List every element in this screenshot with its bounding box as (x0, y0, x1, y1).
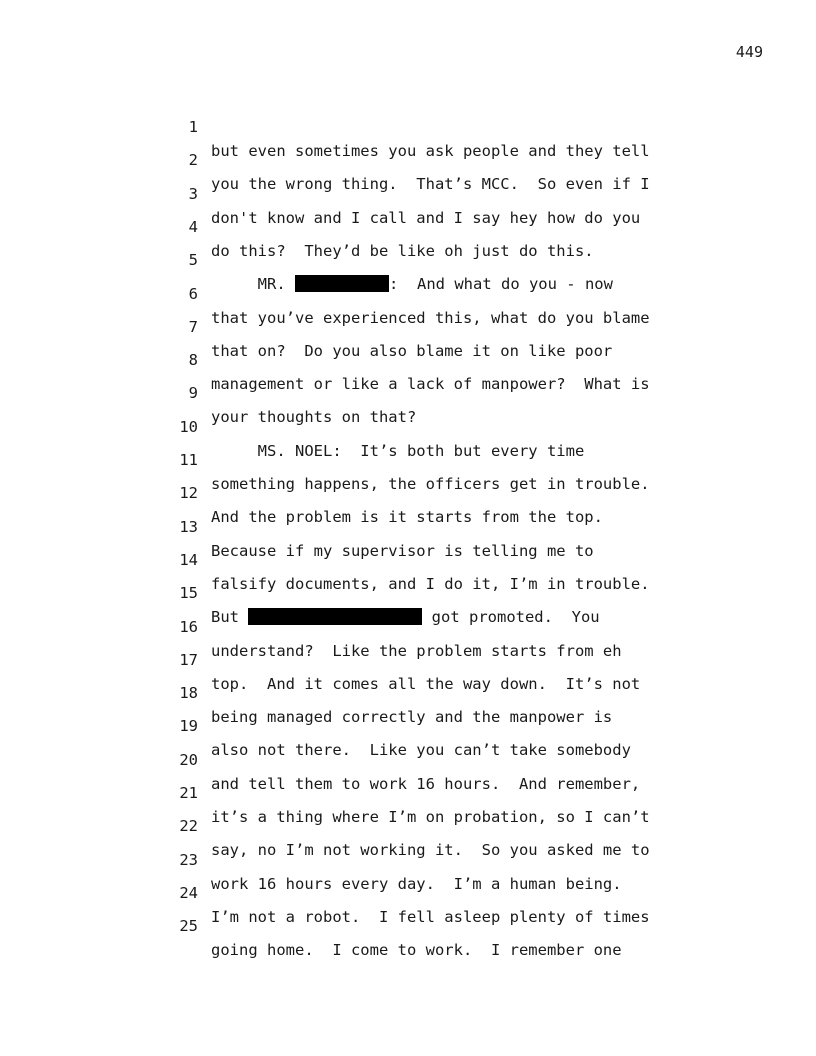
line-text: and tell them to work 16 hours. And remember, (211, 774, 641, 793)
line-text (211, 605, 600, 629)
line-number: 2 (188, 151, 198, 170)
line-number: 10 (179, 417, 198, 436)
line-text-before: But (211, 608, 249, 627)
line-number: 12 (179, 484, 198, 503)
line-text: that you’ve experienced this, what do you blame (211, 308, 650, 327)
line-text: work 16 hours every day. I’m a human being. (211, 874, 622, 893)
line-number: 7 (188, 317, 198, 336)
line-text: I’m not a robot. I fell asleep plenty of times (211, 907, 650, 926)
line-text: Because if my supervisor is telling me to (211, 541, 594, 560)
transcript-line (0, 91, 650, 160)
line-number: 21 (179, 784, 198, 802)
line-number: 9 (188, 384, 198, 403)
line-number: 16 (179, 617, 198, 636)
line-text: something happens, the officers get in trouble. (211, 475, 650, 493)
line-number: 17 (179, 650, 198, 669)
line-number: 5 (188, 251, 198, 270)
line-text: but even sometimes you ask people and they tell (211, 142, 650, 160)
redaction-box (248, 608, 422, 625)
line-number: 24 (179, 883, 198, 902)
line-text: do this? They’d be like oh just do this. (211, 241, 594, 260)
line-text: management or like a lack of manpower? What is (211, 375, 650, 394)
line-number: 14 (179, 550, 198, 569)
line-text-after: got promoted. You (422, 608, 600, 627)
line-text: also not there. Like you can’t take somebody (211, 741, 631, 760)
line-text-before: MR. (211, 275, 295, 294)
line-number: 4 (188, 217, 198, 236)
line-text: top. And it comes all the way down. It’s not (211, 674, 641, 693)
line-text: MS. NOEL: It’s both but every time (211, 441, 585, 460)
line-text: understand? Like the problem starts from eh (211, 641, 622, 660)
line-text: going home. I come to work. I remember one (211, 941, 622, 960)
line-text: say, no I’m not working it. So you asked me to (211, 841, 650, 860)
line-number: 1 (188, 118, 198, 136)
redaction-box (295, 275, 389, 292)
line-number: 18 (179, 684, 198, 703)
line-text: being managed correctly and the manpower is (211, 708, 613, 727)
line-text (211, 272, 613, 296)
line-text: you the wrong thing. That’s MCC. So even if I (211, 175, 650, 194)
page-number: 449 (735, 43, 763, 61)
line-number: 13 (179, 517, 198, 536)
line-number: 22 (179, 817, 198, 836)
line-number: 20 (179, 750, 198, 769)
line-number: 8 (188, 351, 198, 370)
line-text: it’s a thing where I’m on probation, so I can’t (211, 808, 650, 826)
line-number: 15 (179, 584, 198, 603)
line-number: 23 (179, 850, 198, 869)
line-text: don't know and I call and I say hey how do you (211, 208, 641, 227)
line-number: 6 (188, 284, 198, 303)
line-number: 19 (179, 717, 198, 736)
line-text: your thoughts on that? (211, 408, 417, 427)
line-text: that on? Do you also blame it on like poor (211, 341, 613, 360)
line-text: falsify documents, and I do it, I’m in trouble. (211, 574, 650, 593)
line-number: 3 (188, 184, 198, 203)
line-text-after: : And what do you - now (389, 275, 613, 294)
line-text: And the problem is it starts from the top. (211, 508, 603, 527)
line-number: 25 (179, 917, 198, 936)
line-number: 11 (179, 451, 198, 469)
